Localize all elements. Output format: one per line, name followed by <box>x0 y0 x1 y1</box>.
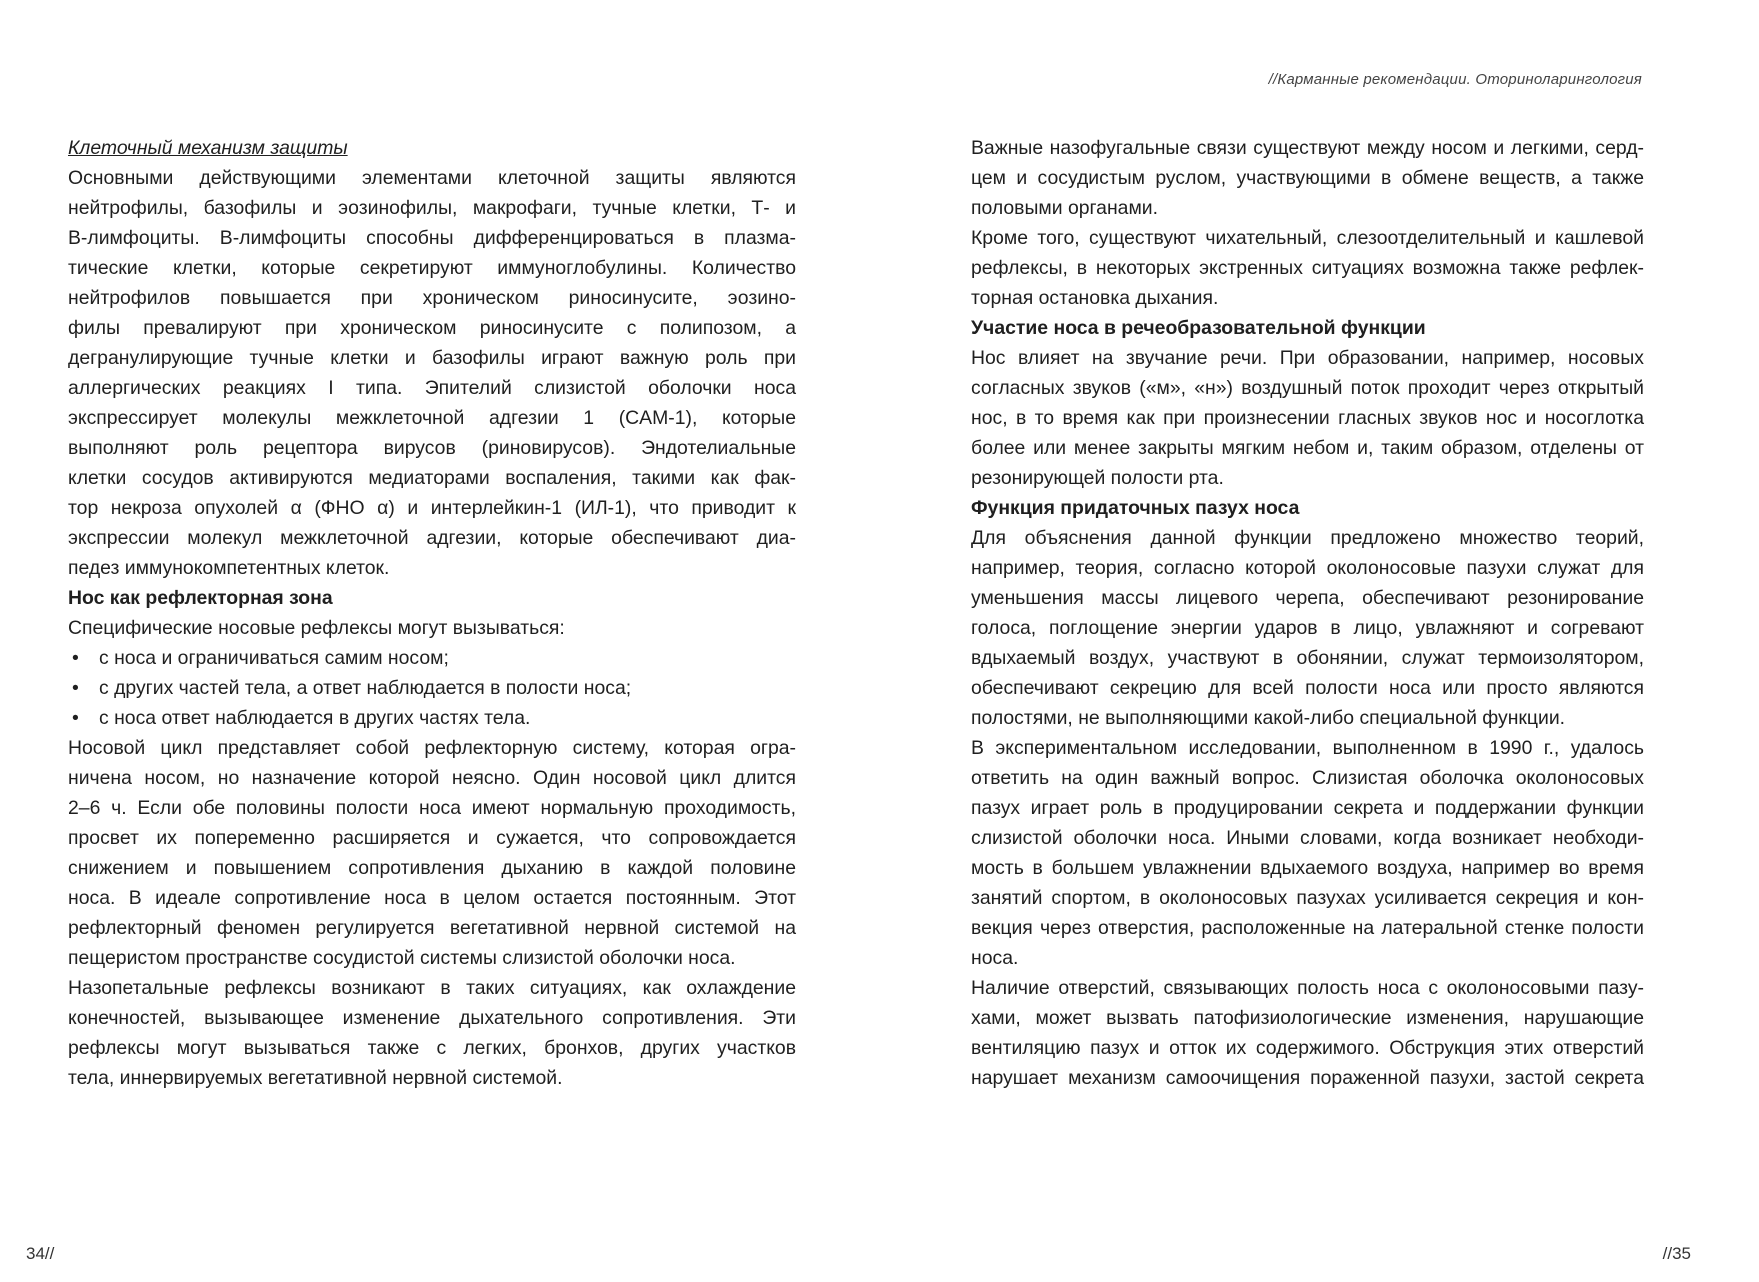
right-paragraph-6 <box>971 973 1644 1093</box>
text-line: тические клетки, которые секретируют иммуноглобулины. Количество <box>68 257 796 279</box>
text-line: торная остановка дыхания. <box>971 287 1219 309</box>
text-line: конечностей, вызывающее изменение дыхательного сопротивления. Эти <box>68 1007 796 1029</box>
text-line: Основными действующими элементами клеточной защиты являются <box>68 167 796 189</box>
right-paragraph-4 <box>971 523 1644 733</box>
text-line: рефлексы могут вызываться также с легких, бронхов, других участков <box>68 1037 796 1059</box>
text-line: Наличие отверстий, связывающих полость носа с околоносовыми пазу- <box>971 977 1644 999</box>
text-line: пазух играет роль в продуцировании секрета и поддержании функции <box>971 797 1644 819</box>
text-line: Нос влияет на звучание речи. При образовании, например, носовых <box>971 347 1644 369</box>
text-line: хами, может вызвать патофизиологические изменения, нарушающие <box>971 1007 1644 1029</box>
text-line: экспрессирует молекулы межклеточной адгезии 1 (CAM-1), которые <box>68 407 796 429</box>
text-line: слизистой оболочки носа. Иными словами, когда возникает необходи- <box>971 827 1644 849</box>
text-line: дегранулирующие тучные клетки и базофилы играют важную роль при <box>68 347 796 369</box>
text-line: филы превалируют при хроническом риносинусите с полипозом, а <box>68 317 796 339</box>
list-item-text: с носа ответ наблюдается в других частях тела. <box>99 707 531 729</box>
text-line: рефлексы, в некоторых экстренных ситуациях возможна также рефлек- <box>971 257 1644 279</box>
text-line: половыми органами. <box>971 197 1159 219</box>
text-line: цем и сосудистым руслом, участвующими в обмене веществ, а также <box>971 167 1644 189</box>
text-line: 2–6 ч. Если обе половины полости носа имеют нормальную проходимость, <box>68 797 796 819</box>
text-line: векция через отверстия, расположенные на латеральной стенке полости <box>971 917 1644 939</box>
text-line: носа. В идеале сопротивление носа в целом остается постоянным. Этот <box>68 887 796 909</box>
text-line: мость в большем увлажнении вдыхаемого воздуха, например во время <box>971 857 1644 879</box>
text-line: тела, иннервируемых вегетативной нервной системой. <box>68 1067 563 1089</box>
text-line: носа. <box>971 947 1019 969</box>
page-number-left: 34// <box>26 1244 55 1263</box>
right-page <box>880 0 1759 1282</box>
text-line: просвет их попеременно расширяется и сужается, что сопровождается <box>68 827 796 849</box>
text-line: В экспериментальном исследовании, выполненном в 1990 г., удалось <box>971 737 1644 759</box>
text-line: экспрессии молекул межклеточной адгезии, которые обеспечивают диа- <box>68 527 796 549</box>
left-text-column <box>68 133 796 1093</box>
left-paragraph-3 <box>68 973 796 1093</box>
text-line: пещеристом пространстве сосудистой системы слизистой оболочки носа. <box>68 947 736 969</box>
list-item <box>68 673 796 703</box>
heading-reflex-zone: Нос как рефлекторная зона <box>68 587 333 609</box>
text-line: нейтрофилов повышается при хроническом риносинусите, эозино- <box>68 287 796 309</box>
text-line: например, теория, согласно которой околоносовые пазухи служат для <box>971 557 1644 579</box>
text-line: ответить на один важный вопрос. Слизистая оболочка околоносовых <box>971 767 1644 789</box>
right-paragraph-1 <box>971 133 1644 223</box>
text-line: обеспечивают секрецию для всей полости носа или просто являются <box>971 677 1644 699</box>
right-paragraph-5 <box>971 733 1644 973</box>
list-item <box>68 703 796 733</box>
text-line: нейтрофилы, базофилы и эозинофилы, макрофаги, тучные клетки, Т- и <box>68 197 796 219</box>
reflex-intro: Специфические носовые рефлексы могут вызываться: <box>68 617 565 639</box>
right-paragraph-2 <box>971 223 1644 313</box>
text-line: Важные назофугальные связи существуют между носом и легкими, серд- <box>971 137 1644 159</box>
text-line: снижением и повышением сопротивления дыханию в каждой половине <box>68 857 796 879</box>
text-line: голоса, поглощение энергии ударов в лицо, увлажняют и согревают <box>971 617 1644 639</box>
page-number-right: //35 <box>1662 1244 1691 1263</box>
text-line: вентиляцию пазух и отток их содержимого. Обструкция этих отверстий <box>971 1037 1644 1059</box>
text-line: согласных звуков («м», «н») воздушный поток проходит через открытый <box>971 377 1644 399</box>
text-line: В-лимфоциты. В-лимфоциты способны дифференцироваться в плазма- <box>68 227 796 249</box>
right-text-column <box>971 133 1644 1093</box>
text-line: уменьшения массы лицевого черепа, обеспечивают резонирование <box>971 587 1644 609</box>
text-line: резонирующей полости рта. <box>971 467 1224 489</box>
bullet-list <box>68 643 796 733</box>
text-line: нарушает механизм самоочищения пораженной пазухи, застой секрета <box>971 1067 1644 1089</box>
text-line: нос, в то время как при произнесении гласных звуков нос и носоглотка <box>971 407 1644 429</box>
text-line: более или менее закрыты мягким небом и, таким образом, отделены от <box>971 437 1644 459</box>
heading-sinus-function: Функция придаточных пазух носа <box>971 497 1300 519</box>
text-line: аллергических реакциях I типа. Эпителий слизистой оболочки носа <box>68 377 796 399</box>
section-title: Клеточный механизм защиты <box>68 137 348 159</box>
text-line: занятий спортом, в околоносовых пазухах усиливается секреция и кон- <box>971 887 1644 909</box>
bullet-dot-icon: • <box>72 677 79 699</box>
right-paragraph-3 <box>971 343 1644 493</box>
bullet-dot-icon: • <box>72 647 79 669</box>
list-item <box>68 643 796 673</box>
text-line: Для объяснения данной функции предложено множество теорий, <box>971 527 1644 549</box>
left-paragraph-2 <box>68 733 796 973</box>
text-line: выполняют роль рецептора вирусов (риновирусов). Эндотелиальные <box>68 437 796 459</box>
list-item-text: с других частей тела, а ответ наблюдается в полости носа; <box>99 677 632 699</box>
bullet-dot-icon: • <box>72 707 79 729</box>
text-line: педез иммунокомпетентных клеток. <box>68 557 390 579</box>
text-line: клетки сосудов активируются медиаторами воспаления, такими как фак- <box>68 467 796 489</box>
text-line: вдыхаемый воздух, участвуют в обонянии, служат термоизолятором, <box>971 647 1644 669</box>
text-line: рефлекторный феномен регулируется вегетативной нервной системой на <box>68 917 796 939</box>
heading-speech-function: Участие носа в речеобразовательной функции <box>971 317 1426 339</box>
text-line: Носовой цикл представляет собой рефлекторную систему, которая огра- <box>68 737 796 759</box>
running-header: //Карманные рекомендации. Оториноларингология <box>1268 71 1642 88</box>
text-line: тор некроза опухолей α (ФНО α) и интерлейкин-1 (ИЛ-1), что приводит к <box>68 497 796 519</box>
list-item-text: с носа и ограничиваться самим носом; <box>99 647 449 669</box>
text-line: полостями, не выполняющими какой-либо специальной функции. <box>971 707 1566 729</box>
text-line: Назопетальные рефлексы возникают в таких ситуациях, как охлаждение <box>68 977 796 999</box>
text-line: ничена носом, но назначение которой неясно. Один носовой цикл длится <box>68 767 796 789</box>
text-line: Кроме того, существуют чихательный, слезоотделительный и кашлевой <box>971 227 1644 249</box>
left-paragraph-1 <box>68 163 796 583</box>
